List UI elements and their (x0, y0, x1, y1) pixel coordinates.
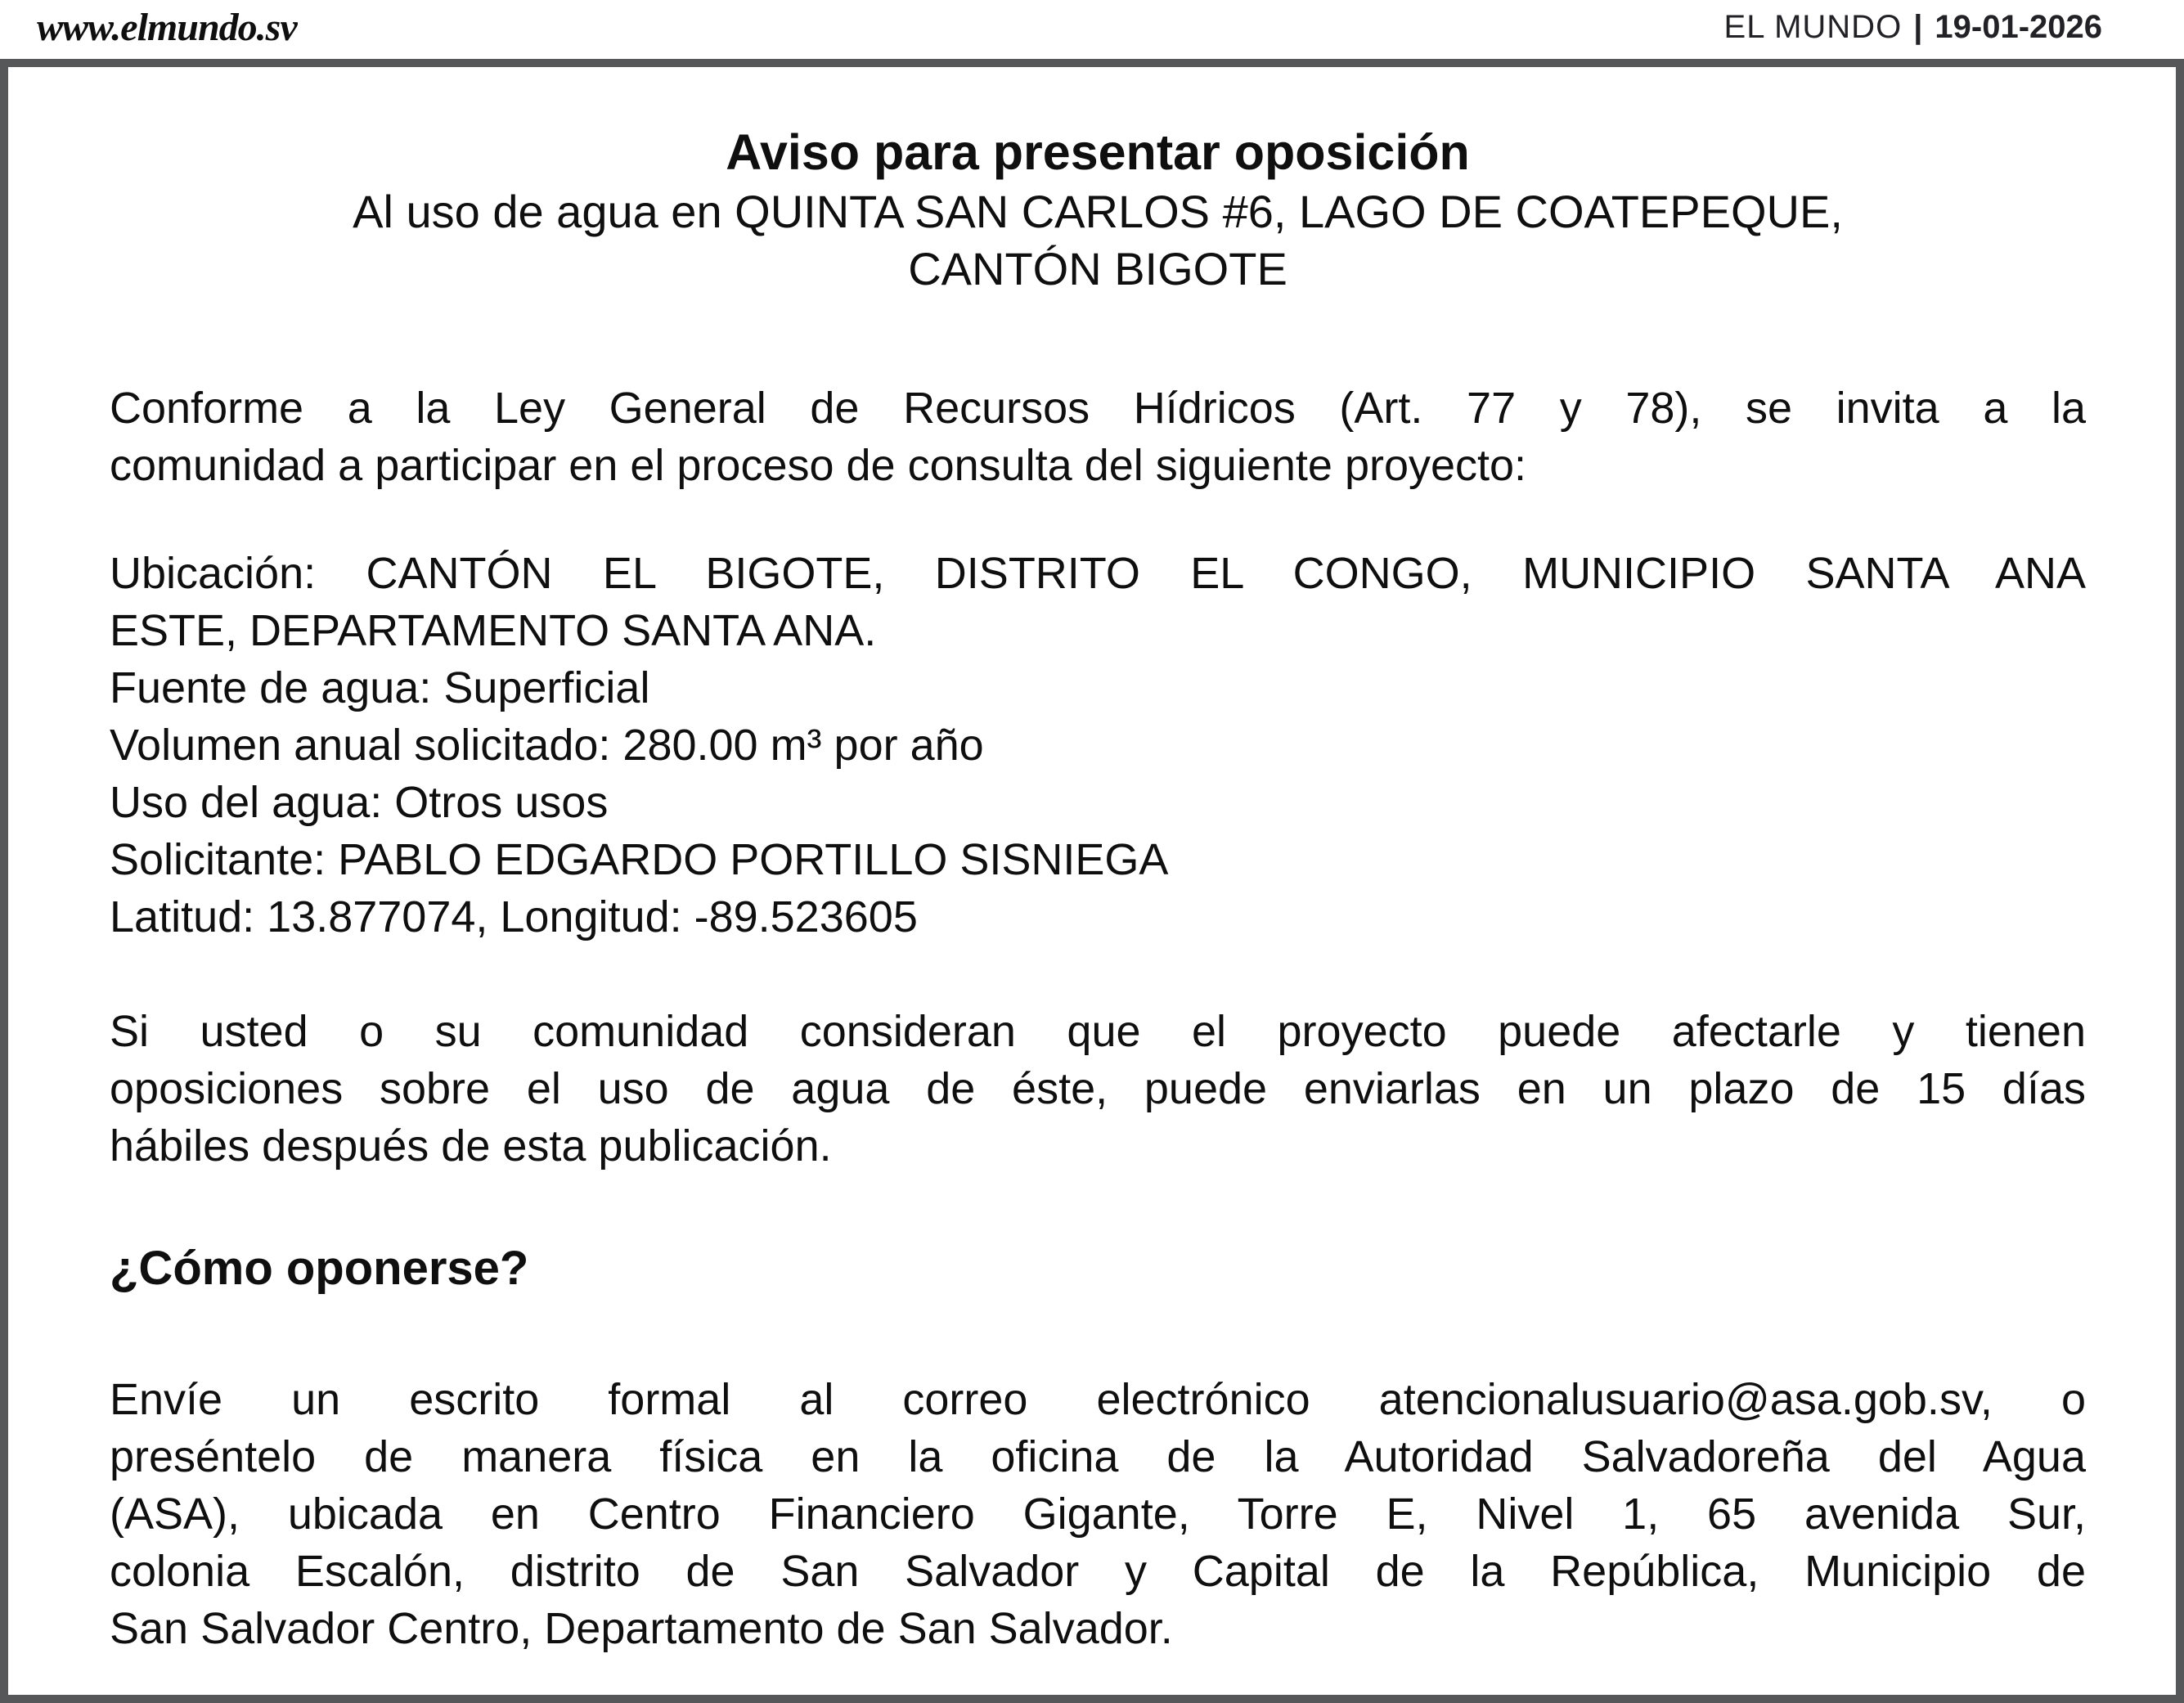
project-details-block (110, 545, 2086, 946)
instructions-line-1: Envíe un escrito formal al correo electrónico atencionalusuario@asa.gob.sv, o (110, 1375, 2086, 1424)
intro-line-2: comunidad a participar en el proceso de consulta del siguiente proyecto: (110, 441, 1527, 490)
warning-line-1: Si usted o su comunidad consideran que el proyecto puede afectarle y tienen (110, 1007, 2086, 1056)
warning-line-3: hábiles después de esta publicación. (110, 1121, 832, 1171)
detail-uso-del-agua: Uso del agua: Otros usos (110, 778, 609, 827)
detail-ubicacion-line-2: ESTE, DEPARTAMENTO SANTA ANA. (110, 606, 877, 655)
newspaper-name: EL MUNDO (1723, 8, 1903, 45)
notice-subtitle-line-2: CANTÓN BIGOTE (908, 243, 1287, 294)
page-header (0, 0, 2184, 59)
instructions-line-5: San Salvador Centro, Departamento de San Salvador. (110, 1604, 1173, 1653)
opposition-warning-paragraph (110, 1003, 2086, 1175)
notice-title-block (110, 121, 2086, 298)
publication-date: 19-01-2026 (1935, 8, 2102, 45)
warning-line-2: oposiciones sobre el uso de agua de éste, puede enviarlas en un plazo de 15 días (110, 1064, 2086, 1113)
instructions-paragraph (110, 1371, 2086, 1657)
instructions-line-4: colonia Escalón, distrito de San Salvador y Capital de la República, Municipio de (110, 1547, 2086, 1596)
detail-volumen-anual: Volumen anual solicitado: 280.00 m³ por año (110, 721, 984, 770)
how-to-oppose-heading: ¿Cómo oponerse? (110, 1242, 529, 1295)
site-url: www.elmundo.sv (37, 5, 297, 49)
notice-border-box (0, 59, 2184, 1703)
notice-title: Aviso para presentar oposición (726, 124, 1470, 180)
intro-paragraph (110, 380, 2086, 494)
instructions-line-3: (ASA), ubicada en Centro Financiero Gigante, Torre E, Nivel 1, 65 avenida Sur, (110, 1490, 2086, 1539)
detail-coordenadas: Latitud: 13.877074, Longitud: -89.523605 (110, 892, 918, 941)
detail-fuente-de-agua: Fuente de agua: Superficial (110, 663, 650, 712)
notice-subtitle-line-1: Al uso de agua en QUINTA SAN CARLOS #6, LAGO DE COATEPEQUE, (353, 186, 1843, 237)
detail-ubicacion-line-1: Ubicación: CANTÓN EL BIGOTE, DISTRITO EL CONGO, MUNICIPIO SANTA ANA (110, 549, 2086, 598)
intro-line-1: Conforme a la Ley General de Recursos Hídricos (Art. 77 y 78), se invita a la (110, 384, 2086, 433)
instructions-line-2: preséntelo de manera física en la oficina de la Autoridad Salvadoreña del Agua (110, 1432, 2086, 1481)
masthead (1724, 9, 2102, 46)
detail-solicitante: Solicitante: PABLO EDGARDO PORTILLO SISNIEGA (110, 835, 1169, 884)
header-separator: | (1913, 8, 1924, 45)
